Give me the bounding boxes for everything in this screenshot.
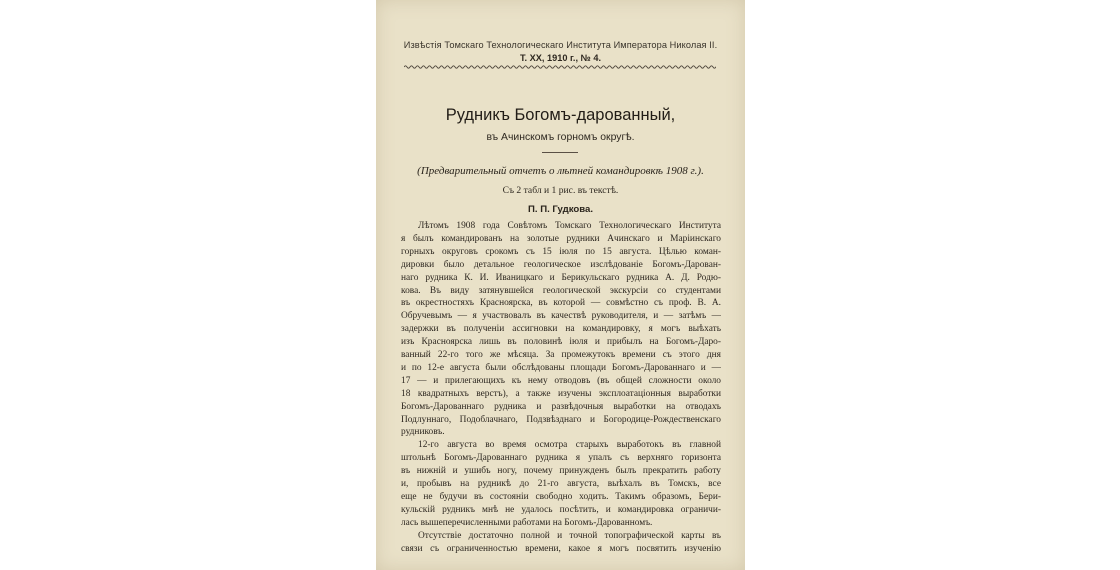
journal-header: Извѣстія Томскаго Технологическаго Института Императора Николая II. (403, 40, 718, 50)
author-name: П. П. Гудкова. (527, 204, 594, 215)
body-line: штольнѣ Богомъ-Дарованнаго рудника я упалъ съ верхняго горизонта (401, 453, 721, 464)
body-line: я былъ командированъ на золотые рудники Ачинскаго и Маріинскаго (401, 233, 721, 244)
body-line: наго рудника К. И. Иваницкаго и Берикульскаго рудника А. Д. Родю- (401, 272, 721, 283)
body-line: рудниковъ. (401, 427, 445, 438)
body-line: горныхъ округовъ срокомъ съ 15 іюля по 15 августа. Цѣлью коман- (401, 246, 721, 257)
article-subtitle: въ Ачинскомъ горномъ округѣ. (486, 132, 635, 143)
body-line: и, пробывъ на рудникѣ до 21-го августа, выѣхалъ въ Томскъ, все (401, 479, 721, 489)
body-line: Отсутствіе достаточно полной и точной топографической карты въ (418, 530, 721, 541)
body-line: ванный 22-го того же мѣсяца. За промежутокъ времени съ этого дня (401, 350, 721, 360)
body-text (376, 0, 745, 570)
body-line: Обручевымъ — я участвовалъ въ качествѣ руководителя, и — затѣмъ — (401, 311, 721, 322)
body-line: 18 квадратныхъ верстъ), а также изучены эксплоатаціонныя выработки (401, 388, 721, 399)
body-line: 17 — и прилегающихъ къ нему отводовъ (въ общей сложности около (401, 375, 721, 386)
body-line: дировки было детальное геологическое изслѣдованіе Богомъ-Дарован- (401, 259, 721, 270)
document-page (376, 0, 745, 570)
tables-note: Съ 2 табл и 1 рис. въ текстѣ. (502, 185, 619, 196)
body-line: еще не будучи въ состояніи свободно ходить. Такимъ образомъ, Бери- (401, 491, 721, 502)
body-line: кульскій рудникъ мнѣ не удалось посѣтить, и командировка ограничи- (401, 504, 721, 515)
report-note: (Предварительный отчетъ о лѣтней командировкѣ 1908 г.). (417, 165, 704, 177)
body-line: Подлуннаго, Подоблачнаго, Подзвѣзднаго и Богородице-Рождественскаго (401, 414, 721, 425)
body-line: 12-го августа во время осмотра старыхъ выработокъ въ главной (418, 440, 721, 451)
body-line: лась вышеперечисленными работами на Богомъ-Дарованномъ. (401, 517, 653, 528)
body-line: связи съ ограниченностью времени, какое я могъ посвятить изученію (401, 543, 721, 554)
body-line: Лѣтомъ 1908 года Совѣтомъ Томскаго Технологическаго Института (418, 221, 721, 231)
body-line: кова. Въ виду затянувшейся геологической экскурсіи со студентами (401, 285, 721, 296)
body-line: изъ Красноярска лишь въ половинѣ іюля и прибылъ на Богомъ-Даро- (401, 337, 721, 348)
body-line: задержки въ полученіи ассигновки на командировку, я могъ выѣхать (401, 324, 721, 335)
body-line: въ окрестностяхъ Красноярска, въ которой — совмѣстно съ проф. В. А. (401, 298, 721, 309)
body-line: Богомъ-Дарованнаго рудника и развѣдочныя выработки на отводахъ (401, 401, 721, 412)
body-line: въ нижній и ушибъ ногу, почему принужденъ былъ прекратить работу (401, 466, 721, 477)
article-title: Рудникъ Богомъ-дарованный, (445, 106, 676, 124)
volume-header: Т. XX, 1910 г., № 4. (519, 53, 602, 63)
body-line: и по 12-е августа были обслѣдованы площади Богомъ-Дарованнаго и — (401, 362, 721, 373)
